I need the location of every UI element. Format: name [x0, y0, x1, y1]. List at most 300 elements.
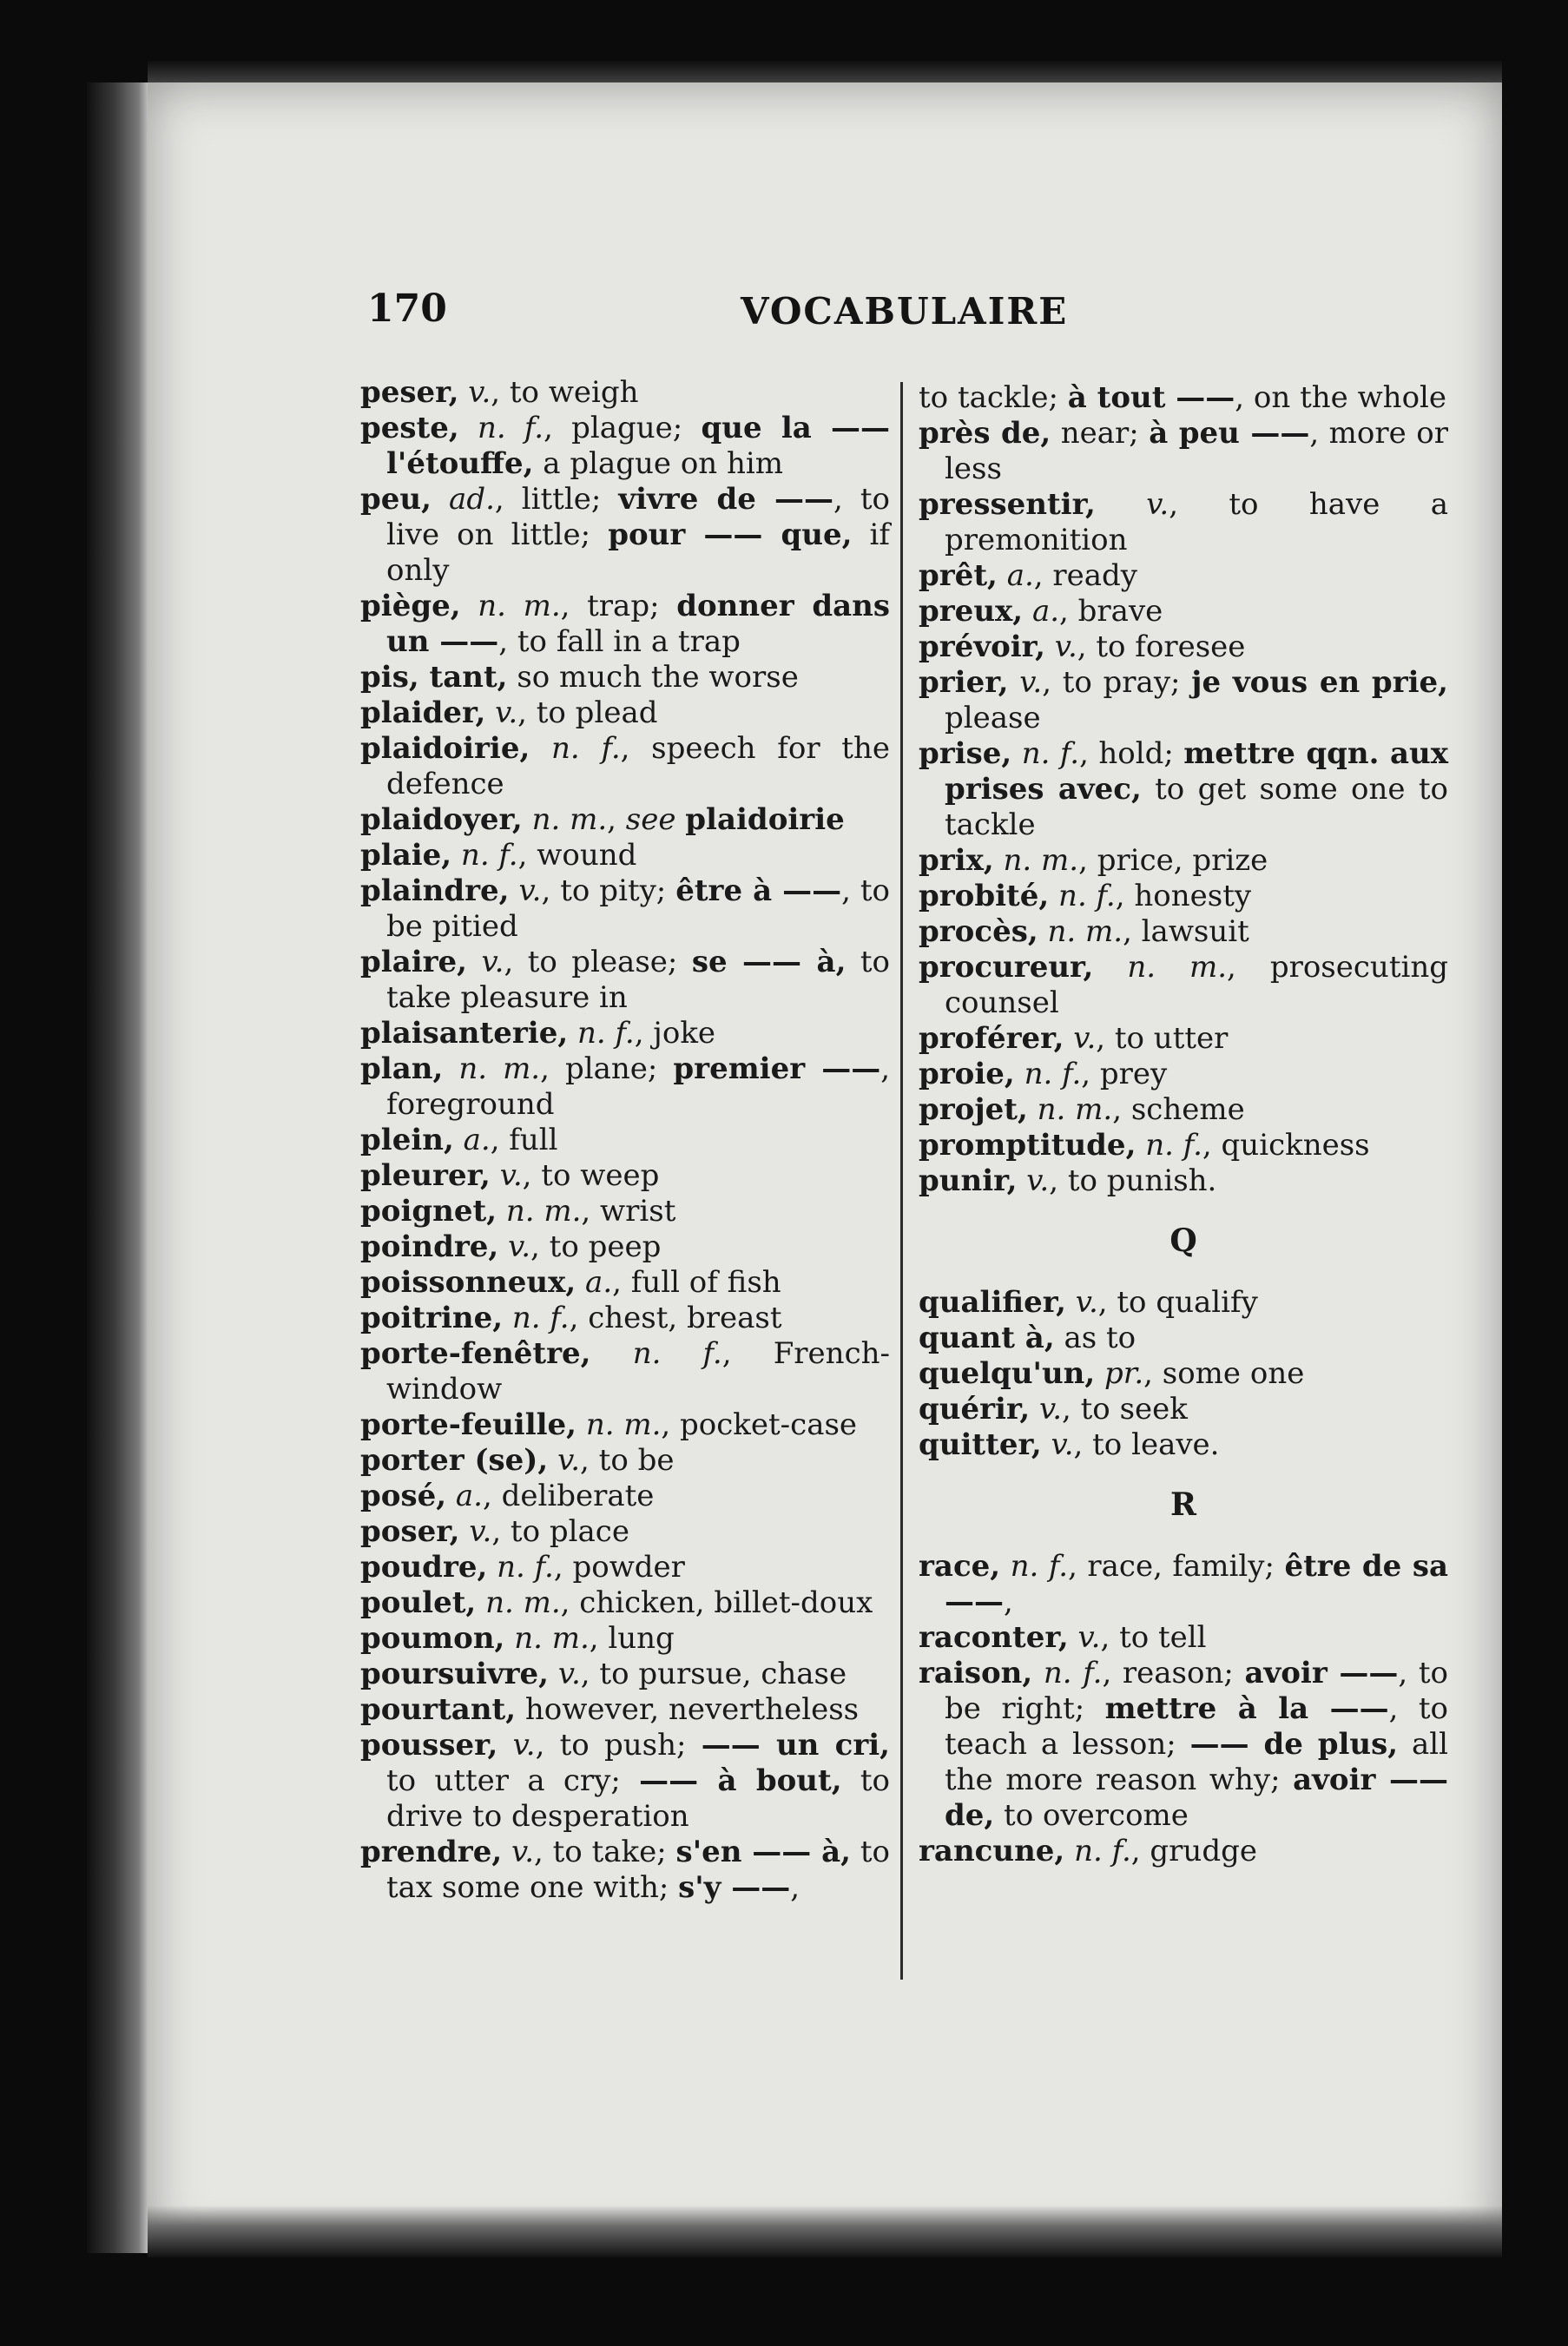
- entry-term: plaindre,: [360, 873, 510, 908]
- entry-term: pis, tant,: [360, 660, 508, 695]
- dictionary-entry: [919, 1356, 1448, 1392]
- entry-grammar: v.: [1077, 1620, 1101, 1655]
- entry-term: poser,: [360, 1514, 460, 1549]
- entry-term: peu,: [360, 482, 432, 517]
- entry-text: [504, 1621, 514, 1656]
- entry-term: poulet,: [360, 1585, 477, 1620]
- entry-text: , to qualify: [1097, 1285, 1258, 1320]
- entry-term: à peu ——: [1149, 416, 1310, 451]
- entry-grammar: n. f.: [1058, 879, 1116, 913]
- entry-term: plaidoyer,: [360, 802, 523, 837]
- entry-grammar: n. m.: [1047, 914, 1123, 949]
- entry-text: [1064, 1834, 1074, 1868]
- entry-term: se —— à,: [691, 945, 847, 979]
- entry-grammar: n. f.: [460, 838, 518, 873]
- dictionary-entry: [919, 487, 1448, 558]
- entry-text: [454, 1123, 464, 1157]
- entry-grammar: n. f.: [1010, 1549, 1069, 1584]
- entry-text: , wound: [517, 838, 637, 873]
- entry-text: [568, 1016, 577, 1051]
- entry-text: , to seek: [1062, 1392, 1188, 1427]
- entry-term: qualifier,: [919, 1285, 1066, 1320]
- entry-text: [1028, 1092, 1038, 1127]
- dictionary-entry: [360, 1407, 890, 1443]
- entry-term: premier ——: [673, 1051, 881, 1086]
- entry-term: prier,: [919, 665, 1009, 700]
- entry-term: poudre,: [360, 1550, 488, 1585]
- entry-grammar: n. f.: [477, 411, 544, 445]
- entry-term: poursuivre,: [360, 1657, 549, 1691]
- dictionary-entry: [919, 665, 1448, 736]
- entry-grammar: a.: [463, 1123, 491, 1157]
- dictionary-entry: [919, 914, 1448, 950]
- entry-text: , full of fish: [612, 1265, 781, 1300]
- entry-grammar: see: [625, 802, 676, 837]
- entry-text: , plane;: [540, 1051, 674, 1086]
- entry-term: donner dans un ——: [386, 589, 891, 659]
- entry-grammar: v.: [499, 1158, 523, 1193]
- entry-term: poumon,: [360, 1621, 505, 1656]
- dictionary-entry: [919, 1620, 1448, 1656]
- entry-grammar: n. m.: [1127, 950, 1228, 985]
- entry-text: , to weigh: [491, 375, 639, 410]
- entry-text: [443, 1051, 458, 1086]
- entry-term: avoir ——: [1244, 1656, 1399, 1690]
- entry-grammar: v.: [469, 1514, 492, 1549]
- entry-text: , powder: [553, 1550, 685, 1585]
- entry-term: posé,: [360, 1479, 447, 1513]
- entry-text: , to please;: [504, 945, 692, 979]
- entry-text: [451, 838, 461, 873]
- entry-grammar: v.: [1026, 1163, 1050, 1198]
- entry-text: [1038, 914, 1048, 949]
- entry-text: , joke: [634, 1016, 716, 1051]
- entry-grammar: v.: [1051, 1427, 1074, 1462]
- entry-text: to take pleasure in: [386, 945, 890, 1015]
- entry-text: [1049, 879, 1058, 913]
- entry-grammar: v.: [1146, 487, 1169, 522]
- dictionary-entry: [919, 1163, 1448, 1199]
- dictionary-entry: [360, 1229, 890, 1265]
- entry-text: [576, 1265, 585, 1300]
- entry-text: , plague;: [544, 411, 702, 445]
- entry-text: [1136, 1128, 1145, 1163]
- entries-q: [919, 1285, 1448, 1463]
- entry-text: to drive to desperation: [386, 1763, 890, 1834]
- entry-term: plaider,: [360, 695, 486, 730]
- entry-grammar: n. f.: [1145, 1128, 1202, 1163]
- entry-term: quérir,: [919, 1392, 1031, 1427]
- entry-text: , to peep: [530, 1229, 662, 1264]
- entry-term: procès,: [919, 914, 1038, 949]
- entry-term: plaire,: [360, 945, 468, 979]
- dictionary-entry: [919, 1321, 1448, 1356]
- entry-text: [548, 1443, 557, 1478]
- entry-text: , scheme: [1112, 1092, 1245, 1127]
- dictionary-entry: [919, 843, 1448, 879]
- entry-term: raison,: [919, 1656, 1033, 1690]
- entry-text: [510, 873, 519, 908]
- entry-grammar: n. f.: [1024, 1057, 1082, 1091]
- entry-text: [491, 1158, 500, 1193]
- entry-grammar: v.: [557, 1657, 581, 1691]
- entry-text: [576, 1407, 586, 1442]
- entry-grammar: n. f.: [576, 1016, 635, 1051]
- dictionary-entry: [919, 1128, 1448, 1163]
- dictionary-entry: [360, 945, 890, 1016]
- entry-grammar: a.: [1006, 558, 1034, 593]
- entries-r: [919, 1549, 1448, 1869]
- entry-term: pourtant,: [360, 1692, 517, 1727]
- entry-text: all the more reason why;: [945, 1727, 1449, 1797]
- dictionary-entry: [360, 1301, 890, 1336]
- entry-text: , prey: [1081, 1057, 1168, 1091]
- entry-text: , full: [490, 1123, 558, 1157]
- entry-text: , to plead: [517, 695, 658, 730]
- entry-grammar: v.: [1054, 629, 1077, 664]
- entry-term: pressentir,: [919, 487, 1096, 522]
- entry-term: projet,: [919, 1092, 1028, 1127]
- dictionary-entry: [360, 1657, 890, 1692]
- entry-text: , to weep: [522, 1158, 660, 1193]
- entry-text: , to utter: [1096, 1021, 1229, 1056]
- entry-text: , to take;: [534, 1835, 676, 1869]
- entry-text: , foreground: [386, 1051, 891, 1122]
- entry-term: porte-fenêtre,: [360, 1336, 591, 1371]
- entry-text: , to teach a lesson;: [945, 1691, 1448, 1762]
- dictionary-entry: [360, 1051, 890, 1123]
- entry-text: , to foresee: [1077, 629, 1246, 664]
- entry-text: [460, 1514, 470, 1549]
- entry-text: [467, 945, 481, 979]
- entry-text: [1093, 950, 1127, 985]
- dictionary-entry: [360, 1728, 890, 1835]
- entry-text: [1009, 665, 1020, 700]
- entry-grammar: n. f.: [1074, 1834, 1131, 1868]
- dictionary-entry: [360, 731, 890, 802]
- entry-term: —— un cri,: [701, 1728, 891, 1763]
- entry-text: [502, 1835, 511, 1869]
- entry-text: , brave: [1059, 594, 1163, 629]
- entry-text: to overcome: [994, 1798, 1189, 1833]
- dictionary-entry: [360, 660, 890, 695]
- entry-grammar: v.: [512, 1728, 536, 1763]
- page-bottom-edge: [148, 2205, 1502, 2257]
- entry-term: quelqu'un,: [919, 1356, 1096, 1391]
- entry-text: [446, 1479, 456, 1513]
- entry-grammar: n. m.: [1003, 843, 1079, 878]
- entry-text: , quickness: [1202, 1128, 1370, 1163]
- entry-text: , to pray;: [1042, 665, 1192, 700]
- entry-term: peser,: [360, 375, 459, 410]
- dictionary-entry: [360, 1621, 890, 1657]
- page-left-edge: [87, 82, 148, 2253]
- entry-text: [1095, 1356, 1104, 1391]
- entry-text: however, nevertheless: [516, 1692, 860, 1727]
- entry-text: , on the whole: [1235, 380, 1447, 415]
- entry-text: , to be: [580, 1443, 675, 1478]
- entry-text: to tax some one with;: [386, 1835, 890, 1905]
- entry-term: poindre,: [360, 1229, 499, 1264]
- entry-term: prévoir,: [919, 629, 1045, 664]
- entry-grammar: v.: [468, 375, 491, 410]
- dictionary-entry: [919, 736, 1448, 843]
- entry-term: mettre à la ——: [1104, 1691, 1389, 1726]
- entry-term: plaidoirie: [685, 802, 845, 837]
- entry-term: s'y ——: [678, 1870, 791, 1905]
- entry-text: [1030, 1392, 1039, 1427]
- entry-term: pour —— que,: [608, 517, 853, 552]
- entry-term: prix,: [919, 843, 994, 878]
- entry-text: , lung: [589, 1621, 675, 1656]
- entry-text: [432, 482, 449, 517]
- entry-text: [1096, 487, 1146, 522]
- section-letter-q: Q: [1169, 1222, 1197, 1259]
- dictionary-entry: [919, 1021, 1448, 1057]
- entry-grammar: pr.: [1104, 1356, 1144, 1391]
- entry-term: je vous en prie,: [1191, 665, 1448, 700]
- entry-text: [461, 589, 478, 623]
- dictionary-entry: [360, 695, 890, 731]
- entry-grammar: v.: [1039, 1392, 1063, 1427]
- dictionary-entry: [360, 1265, 890, 1301]
- entry-text: , to push;: [535, 1728, 702, 1763]
- dictionary-entry: [919, 380, 1448, 416]
- entry-text: [1064, 1021, 1073, 1056]
- entry-grammar: a.: [455, 1479, 483, 1513]
- entry-text: [498, 1229, 508, 1264]
- dictionary-entry: [360, 1514, 890, 1550]
- entry-text: , to fall in a trap: [498, 624, 741, 659]
- dictionary-entry: [360, 1443, 890, 1479]
- entry-text: , to pursue, chase: [580, 1657, 847, 1691]
- entry-term: s'en —— à,: [675, 1835, 852, 1869]
- entry-text: , chest, breast: [569, 1301, 782, 1335]
- entry-grammar: n. m.: [505, 1194, 582, 1229]
- entries-p-continued: [919, 380, 1448, 1199]
- entry-text: [530, 731, 551, 766]
- entry-text: , wrist: [581, 1194, 676, 1229]
- entry-term: porte-feuille,: [360, 1407, 577, 1442]
- entry-text: , to place: [491, 1514, 629, 1549]
- dictionary-entry: [360, 375, 890, 411]
- entry-text: [476, 1585, 485, 1620]
- entry-text: [998, 558, 1007, 593]
- entry-term: piège,: [360, 589, 461, 623]
- entry-text: [1045, 629, 1055, 664]
- dictionary-entry: [360, 1336, 890, 1407]
- entry-text: [1023, 594, 1032, 629]
- entry-term: rancune,: [919, 1834, 1065, 1868]
- entry-text: [1042, 1427, 1051, 1462]
- entry-text: , French-window: [386, 1336, 890, 1407]
- dictionary-entry: [360, 802, 890, 838]
- entry-text: , reason;: [1102, 1656, 1245, 1690]
- entry-term: promptitude,: [919, 1128, 1136, 1163]
- entry-text: near;: [1051, 416, 1150, 451]
- entry-text: [1015, 1057, 1024, 1091]
- entry-grammar: v.: [508, 1229, 531, 1264]
- dictionary-entry: [919, 950, 1448, 1021]
- entry-grammar: n. f.: [511, 1301, 570, 1335]
- entry-term: quitter,: [919, 1427, 1042, 1462]
- entry-grammar: n. f.: [632, 1336, 722, 1371]
- entry-text: to utter a cry;: [386, 1763, 640, 1798]
- dictionary-entry: [360, 1158, 890, 1194]
- entry-term: près de,: [919, 416, 1051, 451]
- running-header: VOCABULAIRE: [741, 290, 1069, 333]
- entry-text: , some one: [1143, 1356, 1305, 1391]
- dictionary-entry: [919, 1092, 1448, 1128]
- entry-term: poissonneux,: [360, 1265, 576, 1300]
- entry-text: [1069, 1620, 1078, 1655]
- entry-text: [458, 375, 468, 410]
- entry-term: —— de plus,: [1189, 1727, 1399, 1762]
- entry-text: , trap;: [560, 589, 677, 623]
- dictionary-entry: [360, 1585, 890, 1621]
- entry-grammar: v.: [481, 945, 504, 979]
- entry-grammar: v.: [1073, 1021, 1097, 1056]
- entry-text: please: [945, 701, 1041, 735]
- entry-text: , more or less: [945, 416, 1448, 486]
- section-letter-r: R: [1170, 1486, 1196, 1523]
- entry-term: preux,: [919, 594, 1024, 629]
- entry-grammar: n. m.: [514, 1621, 590, 1656]
- entry-grammar: n. m.: [478, 589, 561, 623]
- dictionary-entry: [919, 1656, 1448, 1834]
- entry-text: so much the worse: [507, 660, 799, 695]
- entry-text: ,: [1004, 1585, 1013, 1619]
- entry-text: [1032, 1656, 1044, 1690]
- entry-grammar: n. m.: [531, 802, 608, 837]
- entry-grammar: n. m.: [458, 1051, 541, 1086]
- entry-text: , to leave.: [1073, 1427, 1220, 1462]
- dictionary-entry: [919, 1834, 1448, 1869]
- dictionary-entry: [360, 482, 890, 589]
- entry-grammar: n. f.: [1043, 1656, 1103, 1690]
- column-divider: [900, 382, 903, 1980]
- entry-text: , to tell: [1100, 1620, 1207, 1655]
- entry-term: avoir —— de,: [945, 1763, 1448, 1833]
- entry-grammar: n. m.: [485, 1585, 561, 1620]
- entry-term: être à ——: [675, 873, 842, 908]
- dictionary-entry: [360, 873, 890, 945]
- entry-term: pousser,: [360, 1728, 498, 1763]
- dictionary-entry: [919, 629, 1448, 665]
- entry-term: pleurer,: [360, 1158, 491, 1193]
- entry-grammar: v.: [1075, 1285, 1098, 1320]
- entry-text: , to be right;: [945, 1656, 1449, 1726]
- entry-term: plaie,: [360, 838, 452, 873]
- entry-text: , to live on little;: [386, 482, 890, 552]
- entry-grammar: v.: [518, 873, 542, 908]
- entry-term: procureur,: [919, 950, 1094, 985]
- left-column: [360, 375, 890, 1906]
- entry-term: plaidoirie,: [360, 731, 530, 766]
- entry-term: porter (se),: [360, 1443, 549, 1478]
- dictionary-entry: [919, 1392, 1448, 1427]
- dictionary-entry: [360, 1194, 890, 1229]
- entry-text: , race, family;: [1068, 1549, 1285, 1584]
- entry-text: [487, 1550, 497, 1585]
- dictionary-entry: [360, 1550, 890, 1585]
- entry-text: [503, 1301, 512, 1335]
- dictionary-entry: [360, 589, 890, 660]
- entry-text: [459, 411, 478, 445]
- entry-term: mettre qqn. aux prises avec,: [945, 736, 1448, 807]
- entry-term: quant à,: [919, 1321, 1055, 1355]
- entry-text: , speech for the defence: [386, 731, 890, 801]
- entry-term: peste,: [360, 411, 459, 445]
- entry-term: probité,: [919, 879, 1050, 913]
- entry-term: poitrine,: [360, 1301, 504, 1335]
- entry-text: a plague on him: [533, 446, 784, 481]
- entry-text: [1011, 736, 1021, 771]
- entry-term: plaisanterie,: [360, 1016, 569, 1051]
- entry-text: if only: [386, 517, 890, 588]
- dictionary-entry: [919, 558, 1448, 594]
- entry-term: être de sa ——: [945, 1549, 1448, 1619]
- entry-grammar: v.: [1019, 665, 1043, 700]
- entry-term: à tout ——: [1067, 380, 1235, 415]
- dictionary-entry: [919, 1285, 1448, 1321]
- entry-term: prise,: [919, 736, 1012, 771]
- entry-term: vivre de ——: [618, 482, 833, 517]
- entry-grammar: v.: [495, 695, 518, 730]
- dictionary-entry: [360, 1835, 890, 1906]
- entry-text: [523, 802, 532, 837]
- entry-text: , prosecuting counsel: [945, 950, 1449, 1020]
- dictionary-entry: [919, 1549, 1448, 1620]
- dictionary-entry: [919, 594, 1448, 629]
- entry-text: , pocket-case: [661, 1407, 858, 1442]
- entry-term: plan,: [360, 1051, 444, 1086]
- entry-text: to get some one to tackle: [945, 772, 1449, 842]
- entry-grammar: v.: [557, 1443, 581, 1478]
- entry-text: [1017, 1163, 1026, 1198]
- dictionary-entry: [360, 838, 890, 873]
- entry-text: [675, 802, 685, 837]
- right-column: [919, 380, 1448, 1869]
- entry-term: punir,: [919, 1163, 1018, 1198]
- entry-grammar: a.: [585, 1265, 613, 1300]
- entry-text: , little;: [494, 482, 619, 517]
- dictionary-entry: [360, 1692, 890, 1728]
- entry-text: , grudge: [1130, 1834, 1257, 1868]
- entry-grammar: n. m.: [1037, 1092, 1113, 1127]
- entry-text: [994, 843, 1004, 878]
- entry-grammar: n. f.: [1021, 736, 1080, 771]
- entry-text: as to: [1054, 1321, 1136, 1355]
- entry-text: [1066, 1285, 1076, 1320]
- entry-term: plein,: [360, 1123, 454, 1157]
- entry-text: , to be pitied: [386, 873, 891, 944]
- entry-text: to tackle;: [919, 380, 1068, 415]
- dictionary-entry: [360, 1479, 890, 1514]
- entry-text: , ready: [1033, 558, 1137, 593]
- entry-text: , to punish.: [1049, 1163, 1217, 1198]
- entry-grammar: n. f.: [551, 731, 621, 766]
- entry-text: [497, 1194, 506, 1229]
- entry-term: prendre,: [360, 1835, 503, 1869]
- dictionary-entry: [919, 1057, 1448, 1092]
- dictionary-entry: [360, 411, 890, 482]
- entry-term: proie,: [919, 1057, 1015, 1091]
- entry-text: , hold;: [1079, 736, 1184, 771]
- entry-grammar: n. m.: [585, 1407, 662, 1442]
- entry-text: , deliberate: [482, 1479, 655, 1513]
- entry-grammar: v.: [511, 1835, 535, 1869]
